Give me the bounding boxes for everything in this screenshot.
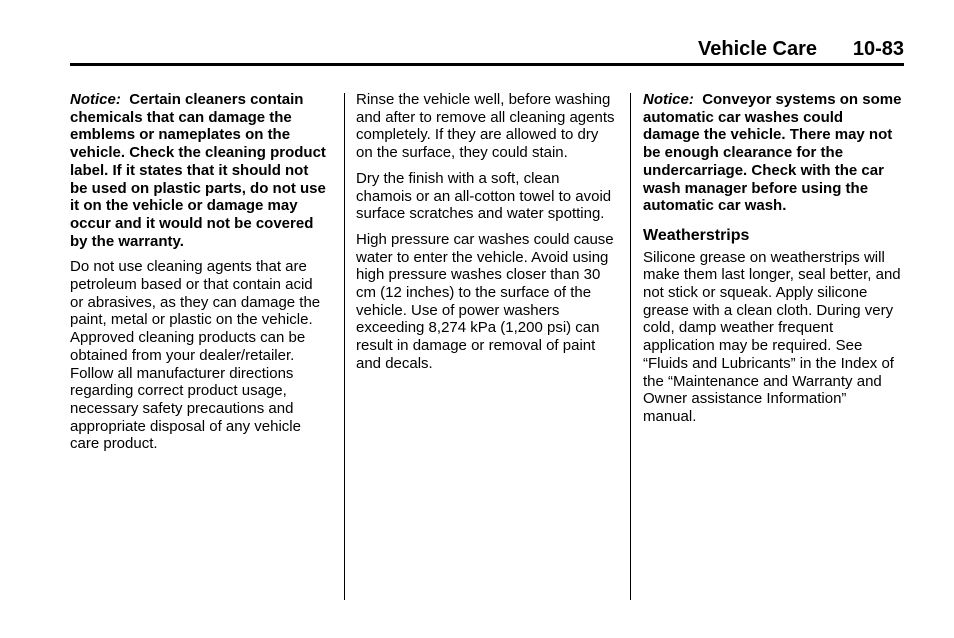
body-paragraph: Dry the finish with a soft, clean chamois or an all-cotton towel to avoid surface scratches and water spotting. <box>356 169 612 223</box>
page-header <box>70 38 904 64</box>
notice-block <box>643 91 903 215</box>
notice-text: Certain cleaners contain chemicals that can damage the emblems or nameplates on the vehicle. Check the cleaning product label. If it states that it should not be used on plastic parts, do not use it on the vehicle or damage may occur and it would not be covered by the warranty. <box>70 91 326 250</box>
section-title: Vehicle Care <box>698 38 817 60</box>
column-divider <box>630 93 631 600</box>
header-rule <box>70 63 904 66</box>
section-heading: Weatherstrips <box>643 226 750 244</box>
column-divider <box>344 93 345 600</box>
notice-label: Notice: <box>70 91 121 108</box>
body-paragraph: High pressure car washes could cause water to enter the vehicle. Avoid using high pressure washes closer than 30 cm (12 inches) to the surface of the vehicle. Use of power washers exceeding 8,274 kPa (1,200 psi) can result in damage or removal of paint and decals. <box>356 230 614 372</box>
column-3 <box>643 91 903 434</box>
notice-text: Conveyor systems on some automatic car washes could damage the vehicle. There may not be enough clearance for the undercarriage. Check with the car wash manager before using the automatic car wash. <box>643 91 902 215</box>
notice-label: Notice: <box>643 91 694 108</box>
page-number: 10-83 <box>852 38 904 60</box>
body-paragraph: Do not use cleaning agents that are petroleum based or that contain acid or abrasives, as they can damage the paint, metal or plastic on the vehicle. Approved cleaning products can be obtained from your dealer/retailer. Follow all manufacturer directions regarding correct product usage, necessary safety precautions and appropriate disposal of any vehicle care product. <box>70 258 321 453</box>
column-1 <box>70 91 330 461</box>
body-paragraph: Rinse the vehicle well, before washing and after to remove all cleaning agents completely. If they are allowed to dry on the surface, they could stain. <box>356 91 615 162</box>
notice-block <box>70 91 330 250</box>
body-paragraph: Silicone grease on weatherstrips will make them last longer, seal better, and not stick or squeak. Apply silicone grease with a clean cloth. During very cold, damp weather frequent application may be required. See “Fluids and Lubricants” in the Index of the “Maintenance and Warranty and Owner assistance Information” manual. <box>643 248 901 425</box>
column-2 <box>356 91 616 381</box>
